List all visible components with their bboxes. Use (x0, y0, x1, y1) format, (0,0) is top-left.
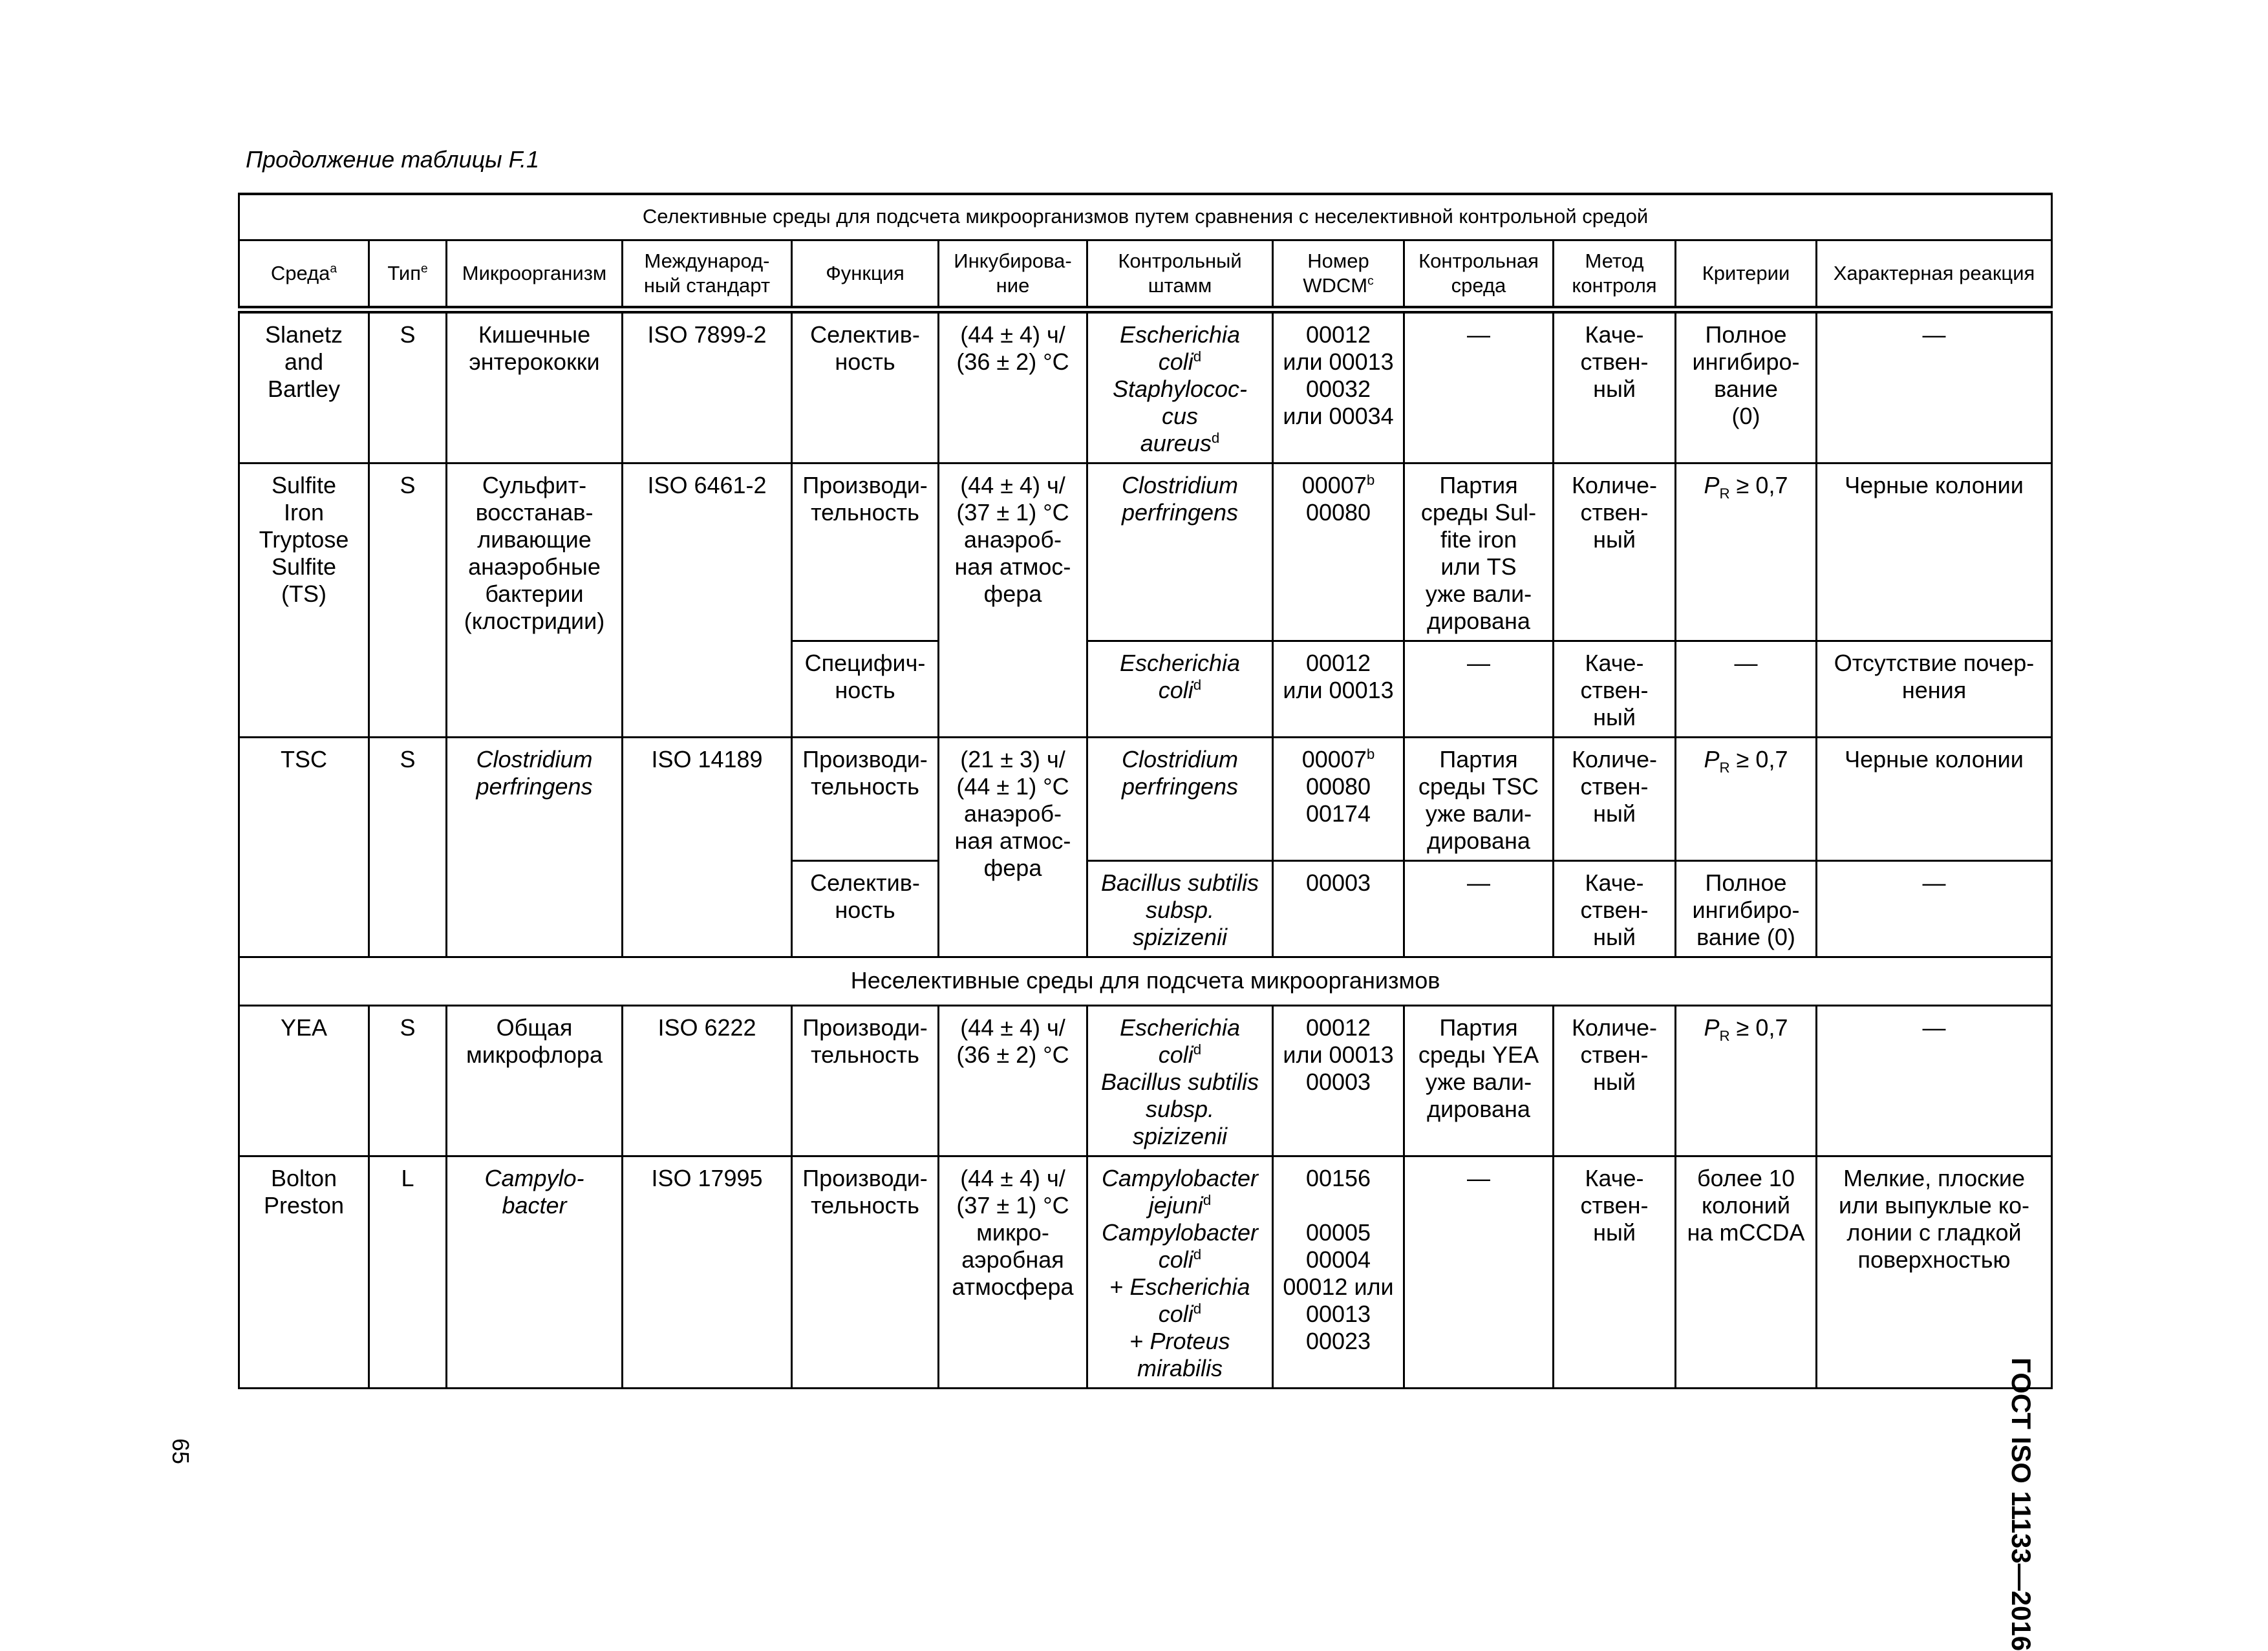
cell-line: Сульфит- (482, 472, 587, 498)
cell-line: или 00013 (1283, 1041, 1394, 1068)
header-reaction: Характерная реакция (1817, 240, 2052, 310)
cell-line: (36 ± 2) °C (956, 348, 1069, 375)
cell-wdcm: 00007$^b$ 00080 (1273, 463, 1404, 641)
cell-line: Количе- (1571, 746, 1658, 772)
cell-function (792, 1006, 939, 1156)
cell-line: аэробная (961, 1246, 1064, 1273)
cell-line: Каче- (1585, 321, 1644, 348)
cell-criteria: — (1676, 641, 1817, 738)
cell-function (792, 738, 939, 861)
cell-strain: Escherichia coli$^d$ (1087, 641, 1273, 738)
cell-line: среды Sul- (1420, 499, 1537, 526)
cell-line: ный (1593, 1219, 1636, 1246)
cell-line: (44 ± 1) °C (956, 773, 1069, 800)
cell-strain (1087, 738, 1273, 861)
cell-line: fite iron (1440, 526, 1517, 553)
cell-line: ность (835, 348, 895, 375)
cell-wdcm: 00156 00005 00004 00012 или 00013 00023 (1273, 1156, 1404, 1389)
cell-line: Производи- (802, 1014, 928, 1041)
cell-line: ствен- (1580, 897, 1649, 923)
cell-line: Iron (283, 499, 325, 526)
cell-type: L (369, 1156, 447, 1389)
cell-line: Мелкие, плоские (1843, 1165, 2025, 1191)
cell-line: вание (1714, 376, 1778, 402)
cell-line: perfringens (1121, 773, 1239, 800)
cell-reaction (1817, 1156, 2052, 1389)
cell-standard: ISO 17995 (623, 1156, 792, 1389)
cell-line: Кишечные (478, 321, 591, 348)
cell-line: или TS (1440, 553, 1517, 580)
media-table (238, 193, 2053, 1389)
cell-line: анаэроб- (964, 800, 1062, 827)
cell-criteria: $P_R \ge 0,7$ (1676, 1006, 1817, 1156)
cell-method (1554, 738, 1676, 861)
cell-line: поверхностью (1857, 1246, 2011, 1273)
cell-line: 00032 (1305, 376, 1371, 402)
table-row (239, 310, 2052, 463)
cell-line: bacter (502, 1192, 567, 1219)
cell-line: уже вали- (1425, 1069, 1532, 1095)
cell-line: анаэробные (468, 553, 601, 580)
header-wdcm: Номер WDCM$^c$ (1273, 240, 1404, 310)
cell-line: spizizenii (1132, 924, 1228, 950)
cell-line: Clostridium (476, 746, 593, 772)
cell-line: Производи- (802, 472, 928, 498)
cell-line: вание (0) (1696, 924, 1795, 950)
cell-incubation (939, 1006, 1087, 1156)
cell-type: S (369, 1006, 447, 1156)
cell-microorganism (447, 463, 623, 738)
cell-function (792, 1156, 939, 1389)
cell-line: Tryptose (259, 526, 349, 553)
cell-method (1554, 310, 1676, 463)
cell-ref-medium (1404, 738, 1554, 861)
cell-type: S (369, 463, 447, 738)
cell-line: perfringens (1121, 499, 1239, 526)
cell-line: ный (1593, 924, 1636, 950)
section-row-nonselective (239, 957, 2052, 1006)
cell-line: на mCCDA (1687, 1219, 1805, 1246)
cell-strain: Escherichia coli$^d$ Staphylococ- cus aureus$^d$ (1087, 310, 1273, 463)
cell-line: Campylo- (484, 1165, 584, 1191)
cell-line: ный (1593, 526, 1636, 553)
cell-line: ливающие (477, 526, 592, 553)
cell-line: ствен- (1580, 1041, 1649, 1068)
table-row (239, 1006, 2052, 1156)
cell-ref-medium: — (1404, 1156, 1554, 1389)
cell-line: (36 ± 2) °C (956, 1041, 1069, 1068)
cell-line: ствен- (1580, 773, 1649, 800)
table-caption: Продолжение таблицы F.1 (246, 146, 540, 173)
cell-function (792, 641, 939, 738)
cell-line: Полное (1705, 869, 1787, 896)
cell-standard: ISO 14189 (623, 738, 792, 957)
cell-line: нения (1901, 677, 1967, 703)
cell-microorganism (447, 1006, 623, 1156)
cell-method (1554, 861, 1676, 957)
cell-line: Селектив- (810, 869, 920, 896)
cell-wdcm (1273, 1006, 1404, 1156)
cell-line: subsp. (1145, 897, 1215, 923)
cell-line: Clostridium (1121, 472, 1239, 498)
cell-strain (1087, 463, 1273, 641)
cell-standard: ISO 6461-2 (623, 463, 792, 738)
cell-microorganism (447, 310, 623, 463)
cell-line: ствен- (1580, 499, 1649, 526)
cell-strain (1087, 861, 1273, 957)
cell-line: Производи- (802, 746, 928, 772)
cell-line: Каче- (1585, 1165, 1644, 1191)
header-function: Функция (792, 240, 939, 310)
page-number: 65 (167, 1438, 194, 1465)
cell-line: атмосфера (952, 1273, 1074, 1300)
cell-line: Партия (1439, 1014, 1518, 1041)
cell-strain: Escherichia coli$^d$ Bacillus subtilis subsp. spizizenii (1087, 1006, 1273, 1156)
cell-reaction: Черные колонии (1817, 738, 2052, 861)
cell-line: and (284, 348, 324, 375)
header-criteria: Критерии (1676, 240, 1817, 310)
cell-line: Sulfite (271, 472, 337, 498)
cell-line: колоний (1702, 1192, 1790, 1219)
cell-line: дирована (1427, 827, 1530, 854)
cell-line: (44 ± 4) ч/ (960, 1014, 1065, 1041)
header-type: Тип$^e$ (369, 240, 447, 310)
cell-line: ный (1593, 376, 1636, 402)
cell-line: (клостридии) (464, 608, 605, 634)
cell-reaction: — (1817, 1006, 2052, 1156)
cell-line: Отсутствие почер- (1834, 650, 2035, 676)
cell-ref-medium: — (1404, 641, 1554, 738)
cell-strain: Campylobacter jejuni$^d$ Campylobacter coli$^d$ + Escherichia coli$^d$ + Proteus mirabilis (1087, 1156, 1273, 1389)
cell-line: тельность (811, 773, 919, 800)
cell-line: ствен- (1580, 1192, 1649, 1219)
cell-line: уже вали- (1425, 581, 1532, 607)
section-title: Неселективные среды для подсчета микроорганизмов (239, 957, 2052, 1006)
cell-reaction: — (1817, 861, 2052, 957)
cell-line: тельность (811, 1192, 919, 1219)
cell-ref-medium (1404, 463, 1554, 641)
cell-line: микрофлора (466, 1041, 603, 1068)
cell-line: восстанав- (475, 499, 594, 526)
cell-line: среды TSC (1418, 773, 1539, 800)
table-row (239, 463, 2052, 641)
cell-line: Селектив- (810, 321, 920, 348)
cell-ref-medium: — (1404, 861, 1554, 957)
cell-line: Партия (1439, 746, 1518, 772)
cell-type: S (369, 310, 447, 463)
cell-line: Производи- (802, 1165, 928, 1191)
cell-line: или 00013 (1283, 348, 1394, 375)
cell-incubation (939, 1156, 1087, 1389)
cell-wdcm (1273, 310, 1404, 463)
cell-line: Полное (1705, 321, 1787, 348)
cell-standard: ISO 7899-2 (623, 310, 792, 463)
header-strain: Контрольный штамм (1087, 240, 1273, 310)
cell-line: или выпуклые ко- (1839, 1192, 2029, 1219)
cell-type: S (369, 738, 447, 957)
cell-medium (239, 1156, 369, 1389)
cell-line: уже вали- (1425, 800, 1532, 827)
cell-line: или 00013 (1283, 677, 1394, 703)
cell-line: Количе- (1571, 1014, 1658, 1041)
cell-medium: YEA (239, 1006, 369, 1156)
cell-line: анаэроб- (964, 526, 1062, 553)
cell-line: Bartley (267, 376, 341, 402)
cell-line: энтерококки (469, 348, 600, 375)
table-row (239, 1156, 2052, 1389)
cell-microorganism (447, 738, 623, 957)
cell-line: тельность (811, 1041, 919, 1068)
cell-line: Количе- (1571, 472, 1658, 498)
cell-line: более 10 (1697, 1165, 1795, 1191)
cell-reaction: — (1817, 310, 2052, 463)
cell-line: Специфич- (804, 650, 926, 676)
cell-line: ингибиро- (1692, 348, 1800, 375)
cell-line: (21 ± 3) ч/ (960, 746, 1065, 772)
cell-line: ный (1593, 704, 1636, 730)
cell-criteria (1676, 861, 1817, 957)
cell-function (792, 861, 939, 957)
cell-incubation (939, 310, 1087, 463)
cell-criteria: $P_R \ge 0,7$ (1676, 463, 1817, 641)
cell-line: perfringens (476, 773, 593, 800)
header-incubation: Инкубирова- ние (939, 240, 1087, 310)
cell-reaction: Черные колонии (1817, 463, 2052, 641)
cell-criteria (1676, 1156, 1817, 1389)
cell-line: Sulfite (271, 553, 337, 580)
cell-line: (TS) (281, 581, 326, 607)
cell-line: (37 ± 1) °C (956, 1192, 1069, 1219)
cell-line: фера (983, 855, 1042, 881)
header-microorganism: Микроорганизм (447, 240, 623, 310)
cell-line: Партия (1439, 472, 1518, 498)
cell-medium (239, 310, 369, 463)
cell-line: Preston (263, 1192, 345, 1219)
cell-method (1554, 641, 1676, 738)
cell-line: ствен- (1580, 348, 1649, 375)
cell-criteria (1676, 310, 1817, 463)
cell-standard: ISO 6222 (623, 1006, 792, 1156)
header-row (239, 240, 2052, 310)
cell-wdcm: 00007$^b$ 00080 00174 (1273, 738, 1404, 861)
cell-microorganism (447, 1156, 623, 1389)
cell-line: Clostridium (1121, 746, 1239, 772)
cell-line: фера (983, 581, 1042, 607)
cell-line: ный (1593, 1069, 1636, 1095)
cell-line: 00012 (1305, 650, 1371, 676)
cell-method (1554, 1156, 1676, 1389)
cell-line: Каче- (1585, 869, 1644, 896)
cell-method (1554, 1006, 1676, 1156)
cell-line: ингибиро- (1692, 897, 1800, 923)
cell-line: дирована (1427, 608, 1530, 634)
cell-ref-medium (1404, 1006, 1554, 1156)
cell-medium (239, 463, 369, 738)
cell-reaction (1817, 641, 2052, 738)
cell-line: ствен- (1580, 677, 1649, 703)
header-standard: Международ- ный стандарт (623, 240, 792, 310)
cell-incubation (939, 738, 1087, 957)
cell-line: дирована (1427, 1096, 1530, 1122)
header-method: Метод контроля (1554, 240, 1676, 310)
cell-wdcm (1273, 641, 1404, 738)
cell-line: (44 ± 4) ч/ (960, 321, 1065, 348)
cell-line: или 00034 (1283, 403, 1394, 429)
cell-line: Slanetz (264, 321, 343, 348)
cell-line: тельность (811, 499, 919, 526)
cell-line: лонии с гладкой (1846, 1219, 2022, 1246)
cell-ref-medium: — (1404, 310, 1554, 463)
cell-line: ный (1593, 800, 1636, 827)
cell-line: 00012 (1305, 1014, 1371, 1041)
section-row-selective (239, 194, 2052, 240)
cell-line: ность (835, 897, 895, 923)
cell-line: ная атмос- (954, 553, 1071, 580)
cell-line: (0) (1731, 403, 1760, 429)
cell-line: бактерии (485, 581, 584, 607)
cell-function (792, 463, 939, 641)
cell-line: Каче- (1585, 650, 1644, 676)
header-ref-medium: Контрольная среда (1404, 240, 1554, 310)
cell-line: 00003 (1305, 1069, 1371, 1095)
header-medium: Среда$^a$ (239, 240, 369, 310)
cell-line: (44 ± 4) ч/ (960, 472, 1065, 498)
table-row (239, 738, 2052, 861)
cell-line: Bolton (270, 1165, 337, 1191)
cell-criteria: $P_R \ge 0,7$ (1676, 738, 1817, 861)
cell-line: среды YEA (1418, 1041, 1539, 1068)
cell-line: (44 ± 4) ч/ (960, 1165, 1065, 1191)
cell-line: 00012 (1305, 321, 1371, 348)
cell-incubation (939, 463, 1087, 738)
cell-line: ная атмос- (954, 827, 1071, 854)
cell-line: Bacillus subtilis (1100, 869, 1259, 896)
cell-method (1554, 463, 1676, 641)
cell-line: Общая (496, 1014, 573, 1041)
cell-line: микро- (976, 1219, 1049, 1246)
document-standard-title: ГОСТ ISO 11133—2016 (2006, 1358, 2037, 1651)
cell-medium: TSC (239, 738, 369, 957)
cell-line: ность (835, 677, 895, 703)
cell-wdcm: 00003 (1273, 861, 1404, 957)
section-title: Селективные среды для подсчета микроорганизмов путем сравнения с неселективной контрольной средой (239, 194, 2052, 240)
cell-function (792, 310, 939, 463)
cell-line: (37 ± 1) °C (956, 499, 1069, 526)
